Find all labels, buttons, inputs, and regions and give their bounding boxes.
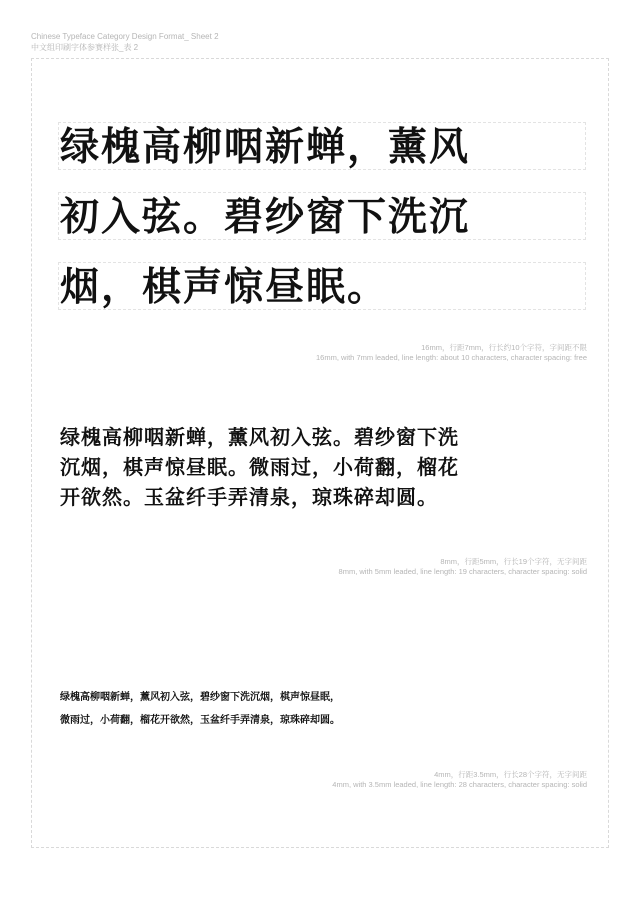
sample-8mm-line-3: 开欲然。玉盆纤手弄清泉，琼珠碎却圆。	[60, 485, 438, 509]
page-frame	[31, 58, 609, 848]
sample-4mm-note-cn: 4mm，行距3.5mm，行长28个字符，无字间距	[434, 770, 587, 779]
sample-16mm-line-1: 绿槐高柳咽新蝉，薰风	[60, 125, 471, 170]
sample-4mm-line-1: 绿槐高柳咽新蝉，薰风初入弦，碧纱窗下洗沉烟，棋声惊昼眠，	[60, 692, 340, 703]
sample-8mm-line-1: 绿槐高柳咽新蝉，薰风初入弦。碧纱窗下洗	[60, 425, 459, 449]
sample-16mm-line-2: 初入弦。碧纱窗下洗沉	[60, 195, 471, 240]
sample-16mm-line-3: 烟，棋声惊昼眠。	[60, 265, 389, 310]
sample-16mm-note-cn: 16mm，行距7mm，行长约10个字符，字间距不限	[421, 343, 587, 352]
sheet-header	[31, 31, 219, 53]
sample-8mm-line-2: 沉烟，棋声惊昼眠。微雨过，小荷翻，榴花	[60, 455, 459, 479]
sample-4mm-line-2: 微雨过，小荷翻，榴花开欲然，玉盆纤手弄清泉，琼珠碎却圆。	[60, 715, 340, 726]
sample-8mm-note-en: 8mm, with 5mm leaded, line length: 19 characters, character spacing: solid	[338, 567, 587, 576]
sample-8mm-note	[339, 557, 587, 577]
sample-4mm-note	[332, 770, 587, 790]
header-title-cn: 中文组印刷字体参赛样张_表 2	[31, 43, 139, 52]
sample-8mm-note-cn: 8mm，行距5mm，行长19个字符，无字间距	[440, 557, 587, 566]
sample-4mm-note-en: 4mm, with 3.5mm leaded, line length: 28 characters, character spacing: solid	[332, 780, 587, 789]
sample-16mm-note	[316, 343, 587, 363]
header-title-en: Chinese Typeface Category Design Format_ Sheet 2	[31, 32, 219, 41]
sample-16mm-note-en: 16mm, with 7mm leaded, line length: about 10 characters, character spacing: free	[316, 353, 587, 362]
